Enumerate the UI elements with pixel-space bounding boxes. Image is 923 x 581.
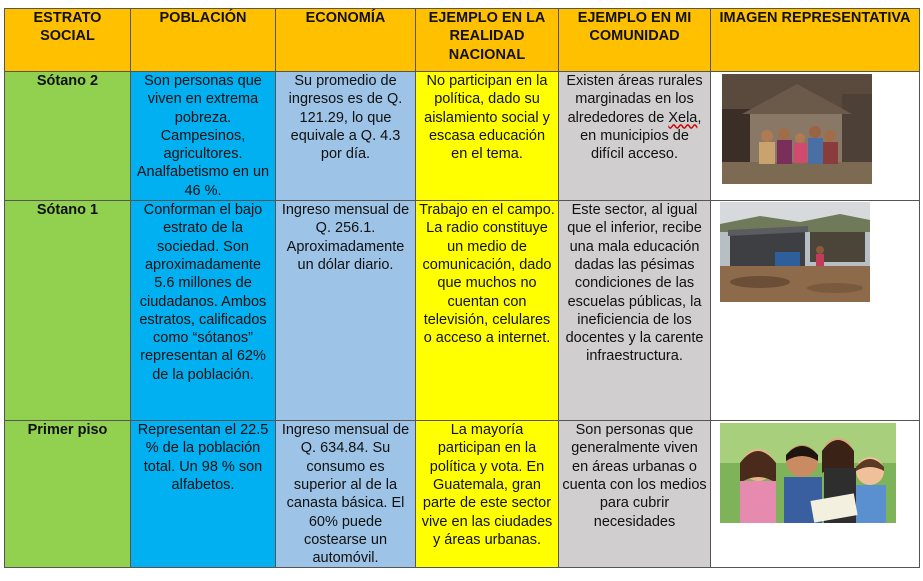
table-row — [5, 72, 920, 201]
economia-cell: Su promedio de ingresos es de Q. 121.29, lo que equivale a Q. 4.3 por día. — [276, 72, 416, 201]
comunidad-cell — [559, 72, 711, 201]
realidad-cell: La mayoría participan en la política y vota. En Guatemala, gran parte de este sector vive en las ciudades y áreas urbanas. — [416, 421, 559, 568]
economia-cell: Ingreso mensual de Q. 634.84. Su consumo es superior al de la canasta básica. El 60% puede costearse un automóvil. — [276, 421, 416, 568]
family-rural-photo — [722, 74, 872, 184]
estrato-cell: Primer piso — [5, 421, 131, 568]
realidad-cell — [416, 201, 559, 421]
table-row — [5, 201, 920, 421]
realidad-line-2: La radio constituye un medio de comunicación, dado que muchos no cuentan con televisión, celulares o acceso a internet. — [422, 220, 552, 347]
estrato-cell: Sótano 2 — [5, 72, 131, 201]
comunidad-cell: Son personas que generalmente viven en áreas urbanas o cuenta con los medios para cubrir necesidades — [559, 421, 711, 568]
image-cell — [711, 72, 920, 201]
realidad-cell: No participan en la política, dado su aislamiento social y escasa educación en el tema. — [416, 72, 559, 201]
table-row — [5, 421, 920, 568]
poblacion-cell: Son personas que viven en extrema pobreza. Campesinos, agricultores. Analfabetismo en un 46 %. — [131, 72, 276, 201]
header-poblacion: POBLACIÓN — [131, 9, 276, 72]
header-imagen: IMAGEN REPRESENTATIVA — [711, 9, 920, 72]
shack-photo — [720, 202, 870, 302]
poblacion-cell: Representan el 22.5 % de la población total. Un 98 % son alfabetos. — [131, 421, 276, 568]
realidad-line-1: Trabajo en el campo. — [419, 202, 555, 219]
image-cell — [711, 201, 920, 421]
image-cell — [711, 421, 920, 568]
header-economia: ECONOMÍA — [276, 9, 416, 72]
family-reading-photo — [720, 423, 896, 523]
misspelled-word: Xela — [668, 109, 698, 126]
header-estrato: ESTRATO SOCIAL — [5, 9, 131, 72]
header-row — [5, 9, 920, 72]
poblacion-cell: Conforman el bajo estrato de la sociedad. Son aproximadamente 5.6 millones de ciudadanos. Ambos estratos, calificados como “sótanos” representan al 62% de la población. — [131, 201, 276, 421]
comunidad-cell: Este sector, al igual que el inferior, recibe una mala educación dadas las pésimas condiciones de las escuelas públicas, la ineficiencia de los docentes y la carente infraestructura. — [559, 201, 711, 421]
economia-cell: Ingreso mensual de Q. 256.1. Aproximadamente un dólar diario. — [276, 201, 416, 421]
comunidad-text-c: , en municipios de difícil acceso. — [580, 109, 702, 163]
estrato-cell: Sótano 1 — [5, 201, 131, 421]
header-comunidad: EJEMPLO EN MI COMUNIDAD — [559, 9, 711, 72]
header-realidad: EJEMPLO EN LA REALIDAD NACIONAL — [416, 9, 559, 72]
comunidad-text-a: Existen áreas rurales marginadas en los alrededores de — [566, 73, 703, 126]
social-strata-table — [4, 8, 920, 568]
